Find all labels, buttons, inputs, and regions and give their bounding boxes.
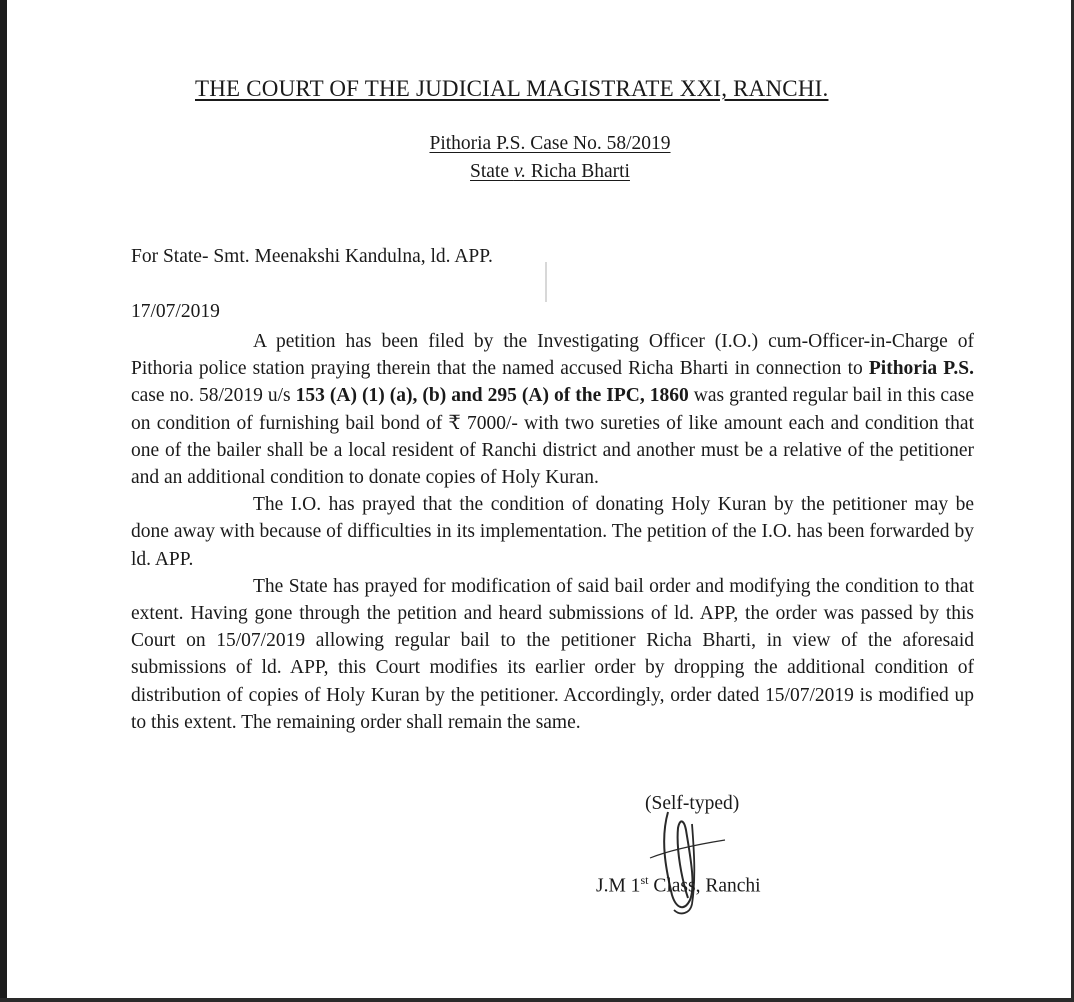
- versus: v.: [513, 161, 526, 182]
- p1-text-d: was granted regular bail in this case on condition of furnishing bail bond of ₹ 7000/- with two sureties of like amount each and condition that one of the bailer shall be a local resident of Ranchi district and another must be a relative of the petitioner and an additional condition to donate copies of Holy Kuran.: [131, 385, 974, 489]
- party-state: State: [470, 161, 514, 182]
- party-accused: Richa Bharti: [525, 161, 630, 182]
- signoff-suffix: Class, Ranchi: [648, 875, 761, 897]
- p1-text-c: u/s: [262, 385, 296, 407]
- magistrate-signoff: [596, 873, 761, 898]
- p1-text-a: A petition has been filed by the Investigating Officer (I.O.) cum-Officer-in-Charge of Pithoria police station praying therein that the named accused Richa Bharti in connection to: [131, 331, 974, 380]
- case-heading: [0, 130, 1074, 186]
- case-number: Pithoria P.S. Case No. 58/2019: [429, 133, 671, 154]
- p1-bold-sections: 153 (A) (1) (a), (b) and 295 (A) of the IPC, 1860: [295, 385, 689, 407]
- paragraph-3: The State has prayed for modification of said bail order and modifying the condition to that extent. Having gone through the petition and heard submissions of ld. APP, the order was passed by this Court on 15/07/2019 allowing regular bail to the petitioner Richa Bharti, in view of the aforesaid submissions of ld. APP, this Court modifies its earlier order by dropping the additional condition of distribution of copies of Holy Kuran by the petitioner. Accordingly, order dated 15/07/2019 is modified up to this extent. The remaining order shall remain the same.: [131, 575, 974, 733]
- self-typed-note: (Self-typed): [645, 793, 740, 814]
- scan-artifact: [545, 262, 547, 302]
- scan-bottom-edge: [0, 998, 1074, 1002]
- appearance-line: For State- Smt. Meenakshi Kandulna, ld. APP.: [131, 246, 493, 267]
- court-title: THE COURT OF THE JUDICIAL MAGISTRATE XXI, RANCHI.: [195, 76, 829, 101]
- paragraph-2: The I.O. has prayed that the condition of donating Holy Kuran by the petitioner may be done away with because of difficulties in its implementation. The petition of the I.O. has been forwarded by ld. APP.: [131, 494, 974, 570]
- order-date: 17/07/2019: [131, 301, 220, 322]
- order-body: [131, 328, 974, 736]
- paragraph-1: [131, 328, 974, 491]
- signoff-prefix: J.M 1: [596, 875, 641, 897]
- p1-case-no: 58/2019: [198, 385, 263, 407]
- handwritten-signature: [630, 800, 740, 920]
- p1-text-b: case no.: [131, 385, 199, 407]
- p1-bold-ps: Pithoria P.S.: [868, 358, 974, 380]
- signoff-ordinal: st: [640, 873, 649, 887]
- case-parties: [0, 158, 1074, 186]
